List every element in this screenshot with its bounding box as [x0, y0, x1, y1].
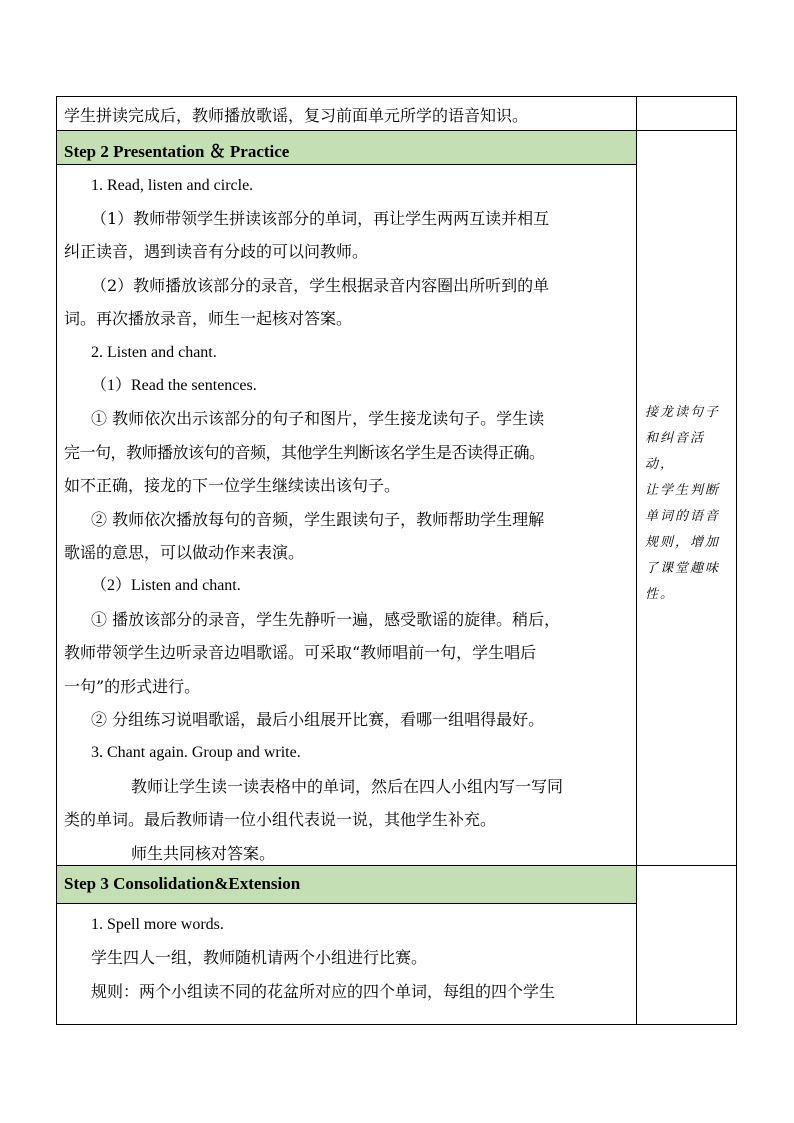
- step2-line: （1）教师带领学生拼读该部分的单词，再让学生两两互读并相互: [91, 209, 550, 228]
- step2-line: ② 分组练习说唱歌谣，最后小组展开比赛，看哪一组唱得最好。: [91, 710, 545, 729]
- step2-line: 教师让学生读一读表格中的单词，然后在四人小组内写一写同: [131, 777, 564, 796]
- top-row-text: 学生拼读完成后，教师播放歌谣，复习前面单元所学的语音知识。: [64, 106, 529, 125]
- step2-line: 如不正确，接龙的下一位学生继续读出该句子。: [64, 476, 401, 495]
- side-note-line: 接龙读句子: [645, 405, 721, 420]
- step2-line: 3. Chant again. Group and write.: [91, 744, 301, 761]
- step2-line: ① 播放该部分的录音，学生先静听一遍，感受歌谣的旋律。稍后，: [91, 610, 561, 629]
- step2-line: 师生共同核对答案。: [131, 844, 276, 863]
- step3-header: [57, 866, 636, 903]
- row-divider: [57, 164, 636, 165]
- step2-header: [57, 131, 636, 164]
- step2-line: 一句”的形式进行。: [64, 677, 201, 696]
- step2-line: 2. Listen and chant.: [91, 344, 217, 361]
- step2-line: ② 教师依次播放每句的音频，学生跟读句子，教师帮助学生理解: [91, 510, 545, 529]
- step2-line: 教师带领学生边听录音边唱歌谣。可采取“教师唱前一句，学生唱后: [64, 643, 537, 662]
- side-note-line: 单词的语音: [645, 509, 721, 524]
- step3-line: 规则：两个小组读不同的花盆所对应的四个单词，每组的四个学生: [91, 982, 556, 1001]
- step3-line: 学生四人一组，教师随机请两个小组进行比赛。: [91, 948, 428, 967]
- step2-line: 完一句，教师播放该句的音频，其他学生判断该名学生是否读得正确。: [64, 443, 545, 462]
- step2-line: （2）教师播放该部分的录音，学生根据录音内容圈出所听到的单: [91, 276, 550, 295]
- step2-line: 1. Read, listen and circle.: [91, 177, 254, 194]
- step2-header-label: Step 2 Presentation ＆ Practice: [64, 142, 290, 161]
- step3-header-label: Step 3 Consolidation&Extension: [64, 874, 301, 893]
- step3-line: 1. Spell more words.: [91, 916, 224, 933]
- step2-line: （1）Read the sentences.: [91, 377, 257, 394]
- step2-line: 歌谣的意思，可以做动作来表演。: [64, 543, 305, 562]
- step2-line: 纠正读音，遇到读音有分歧的可以问教师。: [64, 242, 369, 261]
- side-note-line: 性。: [645, 587, 676, 602]
- step2-line: （2）Listen and chant.: [91, 577, 241, 594]
- step2-line: 词。再次播放录音，师生一起核对答案。: [64, 309, 353, 328]
- side-note-line: 让学生判断: [645, 483, 721, 498]
- side-note-line: 了课堂趣味: [645, 561, 721, 576]
- row-divider: [57, 903, 636, 904]
- column-divider: [636, 97, 637, 1024]
- step2-line: 类的单词。最后教师请一位小组代表说一说，其他学生补充。: [64, 810, 497, 829]
- side-note-line: 规则，增加: [645, 535, 721, 550]
- step2-line: ① 教师依次出示该部分的句子和图片，学生接龙读句子。学生读: [91, 409, 545, 428]
- side-note-line: 和纠音活动，: [645, 431, 706, 472]
- side-note: [645, 400, 733, 608]
- lesson-table: [56, 96, 737, 1025]
